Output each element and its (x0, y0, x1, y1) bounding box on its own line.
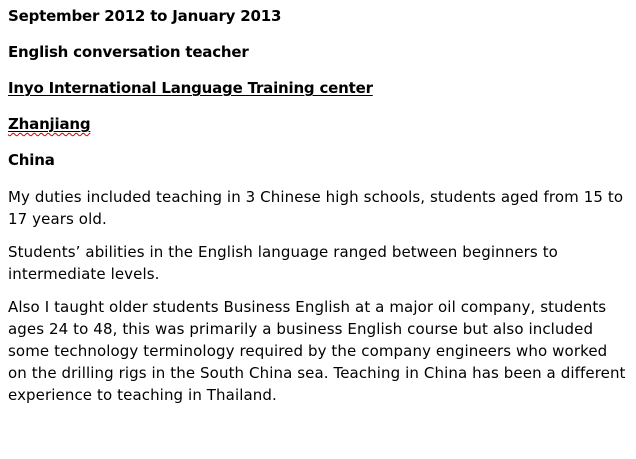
paragraph-duties: My duties included teaching in 3 Chinese high schools, students aged from 15 to 17 years old. (8, 188, 624, 228)
country-name: China (8, 151, 55, 169)
paragraph-business-english: Also I taught older students Business English at a major oil company, students ages 24 to 48, this was primarily a business English course but also included some technology terminology required by the company engineers who worked on the drilling rigs in the South China sea. Teaching in China has been a different experience to teaching in Thailand. (8, 298, 626, 404)
city-name-text: Zhanjiang (8, 115, 91, 133)
job-title: English conversation teacher (8, 43, 249, 61)
employment-dates: September 2012 to January 2013 (8, 7, 282, 25)
paragraph-abilities: Students’ abilities in the English language ranged between beginners to intermediate levels. (8, 243, 558, 283)
city-name (8, 114, 630, 134)
employer-name: Inyo International Language Training center (8, 79, 373, 97)
document-page (8, 6, 630, 417)
